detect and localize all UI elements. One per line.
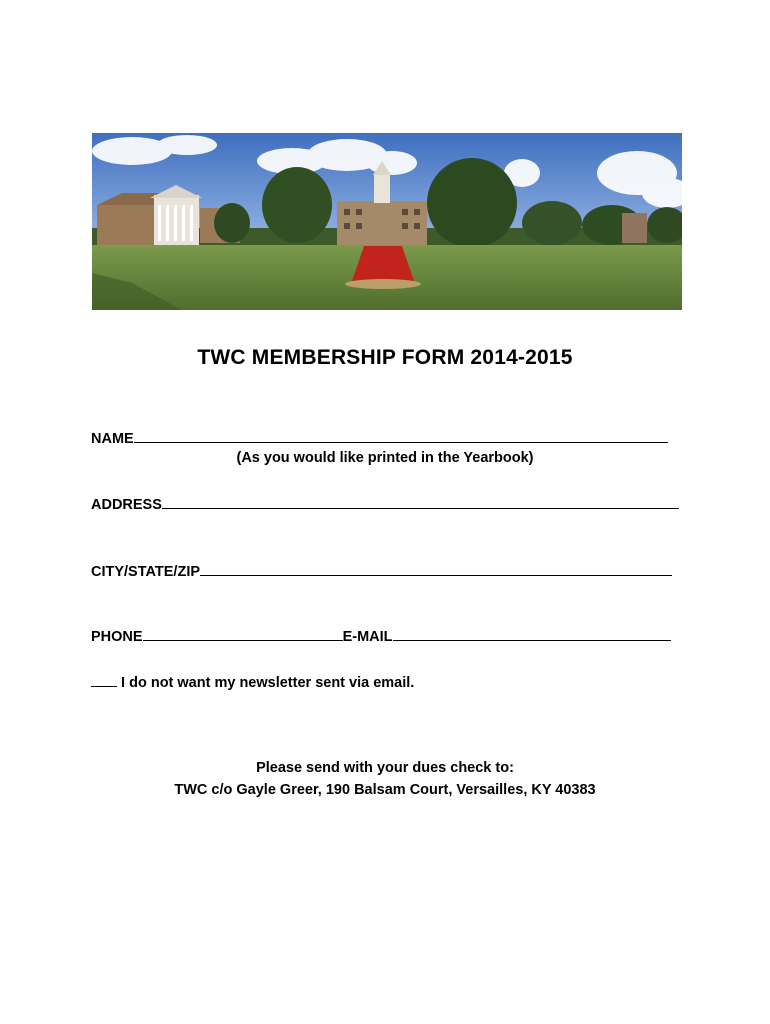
mailing-instruction: Please send with your dues check to: [256,760,514,776]
newsletter-row [91,672,414,691]
name-label: NAME [91,431,134,447]
phone-email-row [91,626,671,645]
city-state-zip-field[interactable] [200,561,672,576]
address-row [91,494,679,513]
address-label: ADDRESS [91,497,162,513]
email-label: E-MAIL [342,629,393,645]
address-field[interactable] [162,494,679,509]
newsletter-optout-checkbox[interactable] [91,672,117,687]
city-state-zip-label: CITY/STATE/ZIP [91,564,201,580]
mailing-address: TWC c/o Gayle Greer, 190 Balsam Court, Versailles, KY 40383 [174,782,596,798]
name-field[interactable] [134,428,668,443]
city-state-zip-row [91,561,672,580]
phone-field[interactable] [143,626,343,641]
campus-banner-image [92,133,682,310]
name-row [91,428,668,447]
newsletter-optout-label: I do not want my newsletter sent via email. [121,675,415,691]
email-field[interactable] [393,626,671,641]
phone-label: PHONE [91,629,143,645]
form-title: TWC MEMBERSHIP FORM 2014-2015 [197,346,573,369]
campus-photo [92,133,682,310]
name-note: (As you would like printed in the Yearbook) [236,450,534,466]
